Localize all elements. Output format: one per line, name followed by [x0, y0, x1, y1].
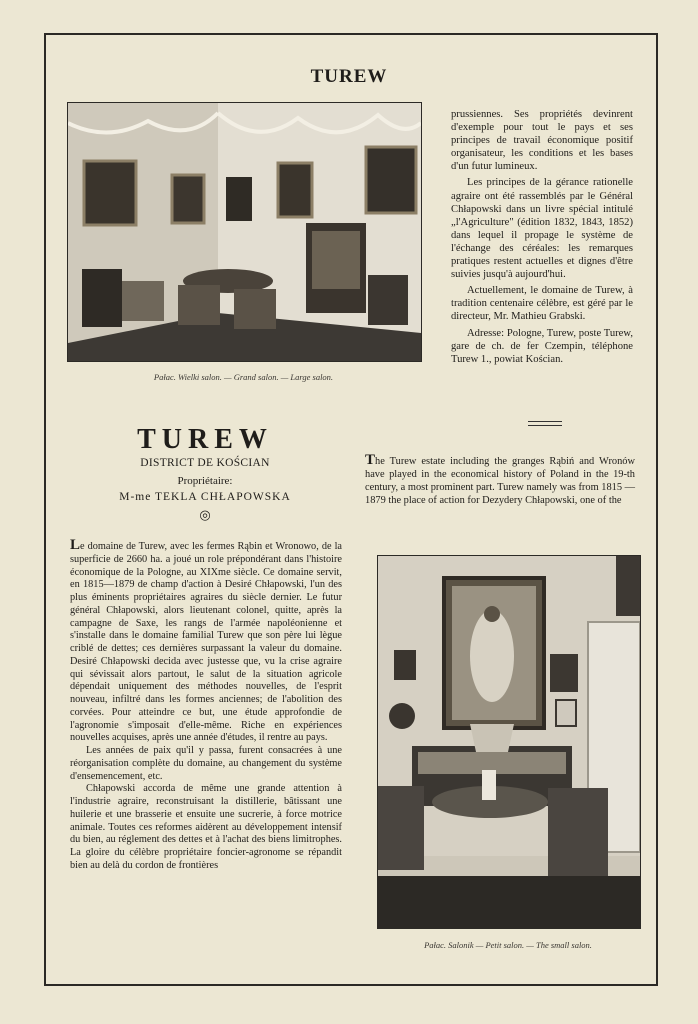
owner-label: Propriétaire:	[177, 475, 233, 487]
owner-name: M-me TEKLA CHŁAPOWSKA	[119, 491, 291, 503]
photo-large-salon	[67, 102, 422, 362]
dropcap-t: T	[365, 452, 376, 468]
photo-small-salon	[377, 555, 641, 929]
section-divider	[528, 421, 562, 426]
french-paragraph: Les années de paix qu'il y passa, furent consacrées à une réorganisation complète du domaine, au changement du système d'ensemencement, etc.	[70, 745, 342, 782]
address-paragraph: Adresse: Pologne, Turew, poste Turew, gare de ch. de fer Czempin, téléphone Turew 1., powiat Kościan.	[451, 327, 633, 365]
district-label: DISTRICT DE KOŚCIAN	[140, 457, 270, 469]
paragraph: prussiennes. Ses propriétés devinrent d'exemple pour tout le pays et ses principes de travail économique positif organisateur, les conditions et les bases d'un futur lumineux.	[451, 109, 633, 173]
large-salon-illustration	[68, 103, 421, 361]
photo-large-salon-caption: Pałac. Wielki salon. — Grand salon. — Large salon.	[153, 372, 334, 382]
english-text: he Turew estate including the granges Rąbiń and Wronów have played in the economical history of Poland in the 19-th century, a most prominent part. Turew namely was from 1815 — 1879 the place of action for Dezydery Chłapowski, one of the	[365, 456, 636, 507]
french-paragraph	[70, 539, 342, 745]
ornament-icon: ◎	[199, 507, 211, 522]
dropcap-l: L	[70, 537, 81, 553]
title-block	[70, 424, 340, 523]
small-salon-illustration	[378, 556, 640, 928]
french-paragraph: Chłapowski accorda de même une grande attention à l'industrie agraire, reconstruisant la distillerie, bâtissant une huilerie et une brasserie et ensuite une sucrerie, à force motrice animale. Toutes ces reformes aidèrent au développement intensif du bien, au réglement des dettes et à l'achat des biens limitrophes. La gloire du célèbre propriétaire foncier-agronome se répandit bien au delà du cordon de frontières	[70, 783, 342, 871]
english-column	[365, 454, 635, 507]
paragraph: Actuellement, le domaine de Turew, à tradition centenaire célèbre, est géré par le directeur, Mr. Mathieu Grabski.	[451, 285, 633, 323]
right-top-column	[451, 108, 633, 366]
paragraph: Les principes de la gérance rationelle agraire ont été rassemblés par le Général Chłapowski dans un livre spécial intitulé „l'Agriculture" (édition 1832, 1843, 1852) dans lequel il propage le système de l'échange des céréales: les remarques pratiques restent actuelles et dignes d'être suivies jusqu'à aujourd'hui.	[451, 177, 633, 281]
estate-title: TUREW	[137, 424, 273, 455]
english-paragraph	[365, 454, 635, 507]
page-header-title: TUREW	[310, 66, 388, 87]
french-column	[70, 539, 342, 873]
photo-small-salon-caption: Pałac. Salonik — Petit salon. — The small salon.	[424, 940, 592, 950]
french-text: e domaine de Turew, avec les fermes Rąbin et Wronowo, de la superficie de 2660 ha. a joué un role prépondérant dans l'histoire économique de la Pologne, au XIXme siècle. Ce domaine servit, en 1815—1879 de champ d'action à Desiré Chłapowski, l'un des plus éminents propriétaires agraires du siècle dernier. Le futur général Chłapowski, alors lieutenant colonel, quitte, après la campagne de Saxe, les rangs de l'armée napoléonienne et s'installe dans le domaine familial Turew que son père lui lègue criblé de dettes; ces dernières surpassant la valeur du domaine. Desiré Chłapowski decida avec justesse que, vu la crise agraire qui sévissait alors partout, le salut de la situation agricole dépendait uniquement des méthodes nouvelles, de l'esprit nouveau, infiltré dans les formes anciennes; de l'abolition des corvées. Pour atteindre ce but, une étude approfondie de l'agronomie s'imposait d'elle-même. Riche en expériences nouvelles acquises, après une année d'études, il rentre au pays.	[70, 541, 342, 744]
